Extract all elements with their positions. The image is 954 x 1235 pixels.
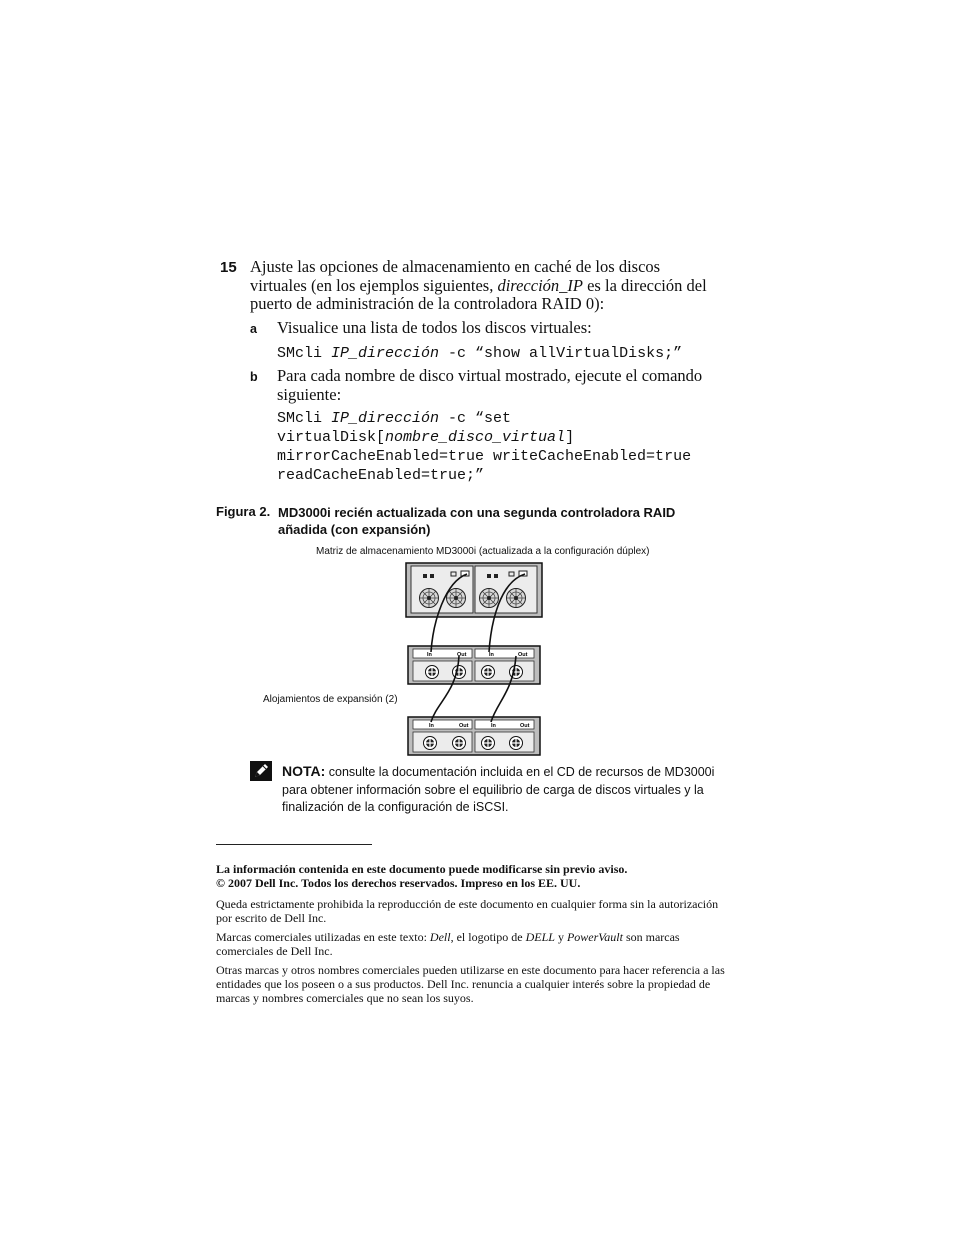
legal-paragraph-1: Queda estrictamente prohibida la reproducción de este documento en cualquier forma sin la autorización por escrito de Dell Inc. [216, 897, 719, 925]
step-intro [250, 258, 720, 314]
port-out-label: Out [457, 652, 467, 658]
storage-array [406, 563, 542, 617]
port-out-label: Out [520, 723, 530, 729]
port-out-label: Out [518, 652, 528, 658]
legal-text: Marcas comerciales utilizadas en este texto: [216, 930, 430, 944]
code-ip-token: IP_dirección [331, 345, 440, 362]
substep-a-text: Visualice una lista de todos los discos virtuales: [277, 318, 592, 337]
divider [216, 844, 372, 845]
step-number: 15 [220, 259, 237, 276]
figure-title: MD3000i recién actualizada con una segunda controladora RAID añadida (con expansión) [278, 505, 676, 537]
figure-label: Figura 2. [216, 504, 271, 519]
code-token: ] [565, 429, 575, 446]
substep-b-text: Para cada nombre de disco virtual mostrado, ejecute el comando siguiente: [277, 366, 703, 404]
expansion-enclosure-2 [408, 717, 540, 755]
code-token: mirrorCacheEnabled=true writeCacheEnabled=true [277, 448, 692, 465]
substep-b-letter: b [250, 370, 258, 384]
step-intro-text: Ajuste las opciones de almacenamiento en caché de los discos virtuales (en los ejemplos siguientes, [250, 257, 661, 295]
expansion-caption: Alojamientos de expansión (2) [263, 694, 398, 705]
ip-placeholder: dirección_IP [497, 275, 583, 295]
substep-a-command [277, 344, 682, 363]
note-text: consulte la documentación incluida en el CD de recursos de MD3000i para obtener información sobre el equilibrio de carga de discos virtuales y la finalización de la configuración de iSCSI. [282, 765, 715, 814]
legal-paragraph-2 [216, 930, 736, 958]
code-token: -c “show allVirtualDisks;” [439, 345, 683, 362]
port-in-label: In [429, 723, 434, 729]
code-ip-token: IP_dirección [331, 410, 440, 427]
expansion-enclosure-1 [408, 646, 540, 684]
legal-text: y [554, 930, 567, 944]
code-token: SMcli [277, 345, 332, 362]
code-token: SMcli [277, 410, 332, 427]
md3000i-diagram [405, 562, 543, 760]
port-out-label: Out [459, 723, 469, 729]
port-in-label: In [491, 723, 496, 729]
legal-notice [216, 862, 736, 890]
note-pencil-icon [250, 761, 272, 781]
code-token: -c “set [439, 410, 512, 427]
note-label: NOTA: [282, 763, 326, 779]
step-intro-text-cont: es la dirección del puerto de administración de la controladora RAID 0): [250, 275, 707, 313]
trademark-powervault: PowerVault [566, 930, 623, 944]
note [282, 763, 732, 817]
code-token: readCacheEnabled=true;” [277, 467, 485, 484]
code-token: virtualDisk[ [277, 429, 386, 446]
legal-text: , el logotipo de [450, 930, 526, 944]
array-caption: Matriz de almacenamiento MD3000i (actualizada a la configuración dúplex) [316, 546, 650, 557]
substep-b-command [277, 409, 691, 485]
legal-paragraph-3: Otras marcas y otros nombres comerciales pueden utilizarse en este documento para hacer referencia a las entidades que los poseen o a sus productos. Dell Inc. renuncia a cualquier interés sobre la propiedad de marcas y nombres comerciales que no sean los suyos. [216, 963, 725, 1005]
legal-line-1: La información contenida en este documento puede modificarse sin previo aviso. [216, 862, 628, 876]
code-name-token: nombre_disco_virtual [385, 429, 566, 446]
port-in-label: In [489, 652, 494, 658]
trademark-dell-logo: DELL [525, 930, 555, 944]
port-in-label: In [427, 652, 432, 658]
substep-a-letter: a [250, 322, 257, 336]
trademark-dell: Dell [429, 930, 451, 944]
legal-line-2: © 2007 Dell Inc. Todos los derechos reservados. Impreso en los EE. UU. [216, 876, 581, 890]
legal-text: son marcas comerciales de Dell Inc. [216, 930, 680, 958]
